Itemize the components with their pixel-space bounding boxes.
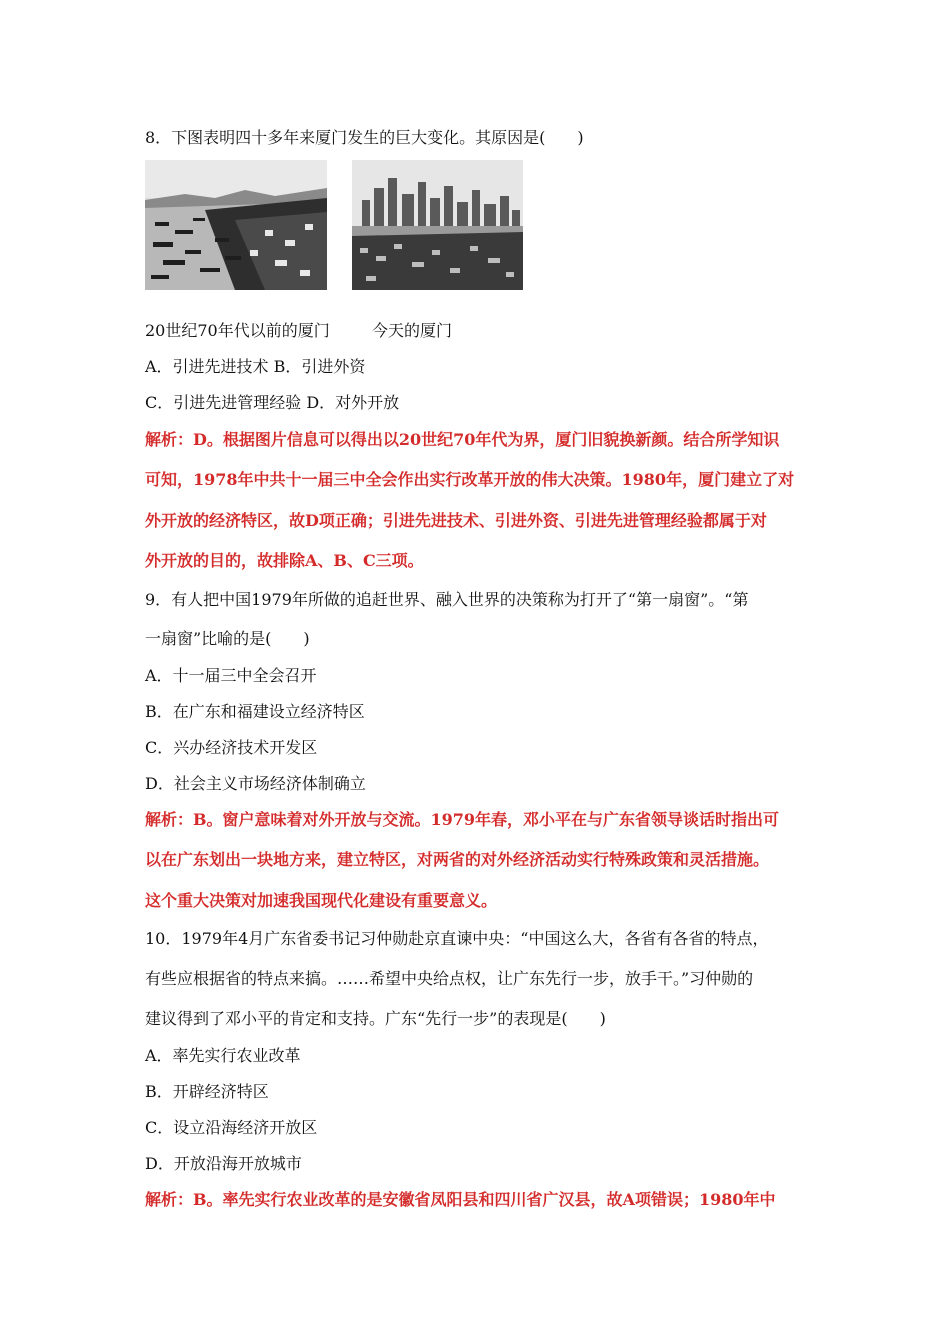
caption-before: 20世纪70年代以前的厦门 [145,321,330,340]
q9-option-b: B．在广东和福建设立经济特区 [145,702,365,721]
q9-stem-line: 一扇窗”比喻的是( ) [145,629,310,648]
q10-option-b: B．开辟经济特区 [145,1082,269,1101]
q9-option-a: A．十一届三中全会召开 [145,666,317,685]
q10-stem-line: 有些应根据省的特点来搞。……希望中央给点权，让广东先行一步，放手干。”习仲勋的 [145,969,754,988]
q10-stem-line: 10．1979年4月广东省委书记习仲勋赴京直谏中央：“中国这么大，各省有各省的特点， [145,929,769,948]
q8-stem: 8．下图表明四十多年来厦门发生的巨大变化。其原因是( ) [145,128,584,147]
q9-option-c: C．兴办经济技术开发区 [145,738,318,757]
q8-options-cd: C．引进先进管理经验 D．对外开放 [145,393,400,412]
q10-stem-line: 建议得到了邓小平的肯定和支持。广东“先行一步”的表现是( ) [145,1009,606,1028]
photo-xiamen-before [145,160,327,290]
q9-analysis-line: 以在广东划出一块地方来，建立特区，对两省的对外经济活动实行特殊政策和灵活措施。 [145,850,770,869]
q9-analysis-line: 解析：B。窗户意味着对外开放与交流。1979年春，邓小平在与广东省领导谈话时指出可 [145,810,780,829]
q8-options-ab: A．引进先进技术 B．引进外资 [145,357,366,376]
q8-analysis-line: 解析：D。根据图片信息可以得出以20世纪70年代为界，厦门旧貌换新颜。结合所学知识 [145,430,780,449]
q10-option-d: D．开放沿海开放城市 [145,1154,302,1173]
q8-analysis-line: 外开放的目的，故排除A、B、C三项。 [145,551,424,570]
q9-stem-line: 9．有人把中国1979年所做的追赶世界、融入世界的决策称为打开了“第一扇窗”。“第 [145,590,749,609]
caption-after: 今天的厦门 [372,321,453,340]
q10-option-c: C．设立沿海经济开放区 [145,1118,318,1137]
q9-option-d: D．社会主义市场经济体制确立 [145,774,366,793]
q10-analysis-line: 解析：B。率先实行农业改革的是安徽省凤阳县和四川省广汉县，故A项错误；1980年中 [145,1190,776,1209]
photo-xiamen-today [352,160,523,290]
q8-analysis-line: 外开放的经济特区，故D项正确；引进先进技术、引进外资、引进先进管理经验都属于对 [145,511,767,530]
q8-analysis-line: 可知，1978年中共十一届三中全会作出实行改革开放的伟大决策。1980年，厦门建立了对 [145,470,795,489]
q10-option-a: A．率先实行农业改革 [145,1046,301,1065]
q9-analysis-line: 这个重大决策对加速我国现代化建设有重要意义。 [145,891,498,910]
